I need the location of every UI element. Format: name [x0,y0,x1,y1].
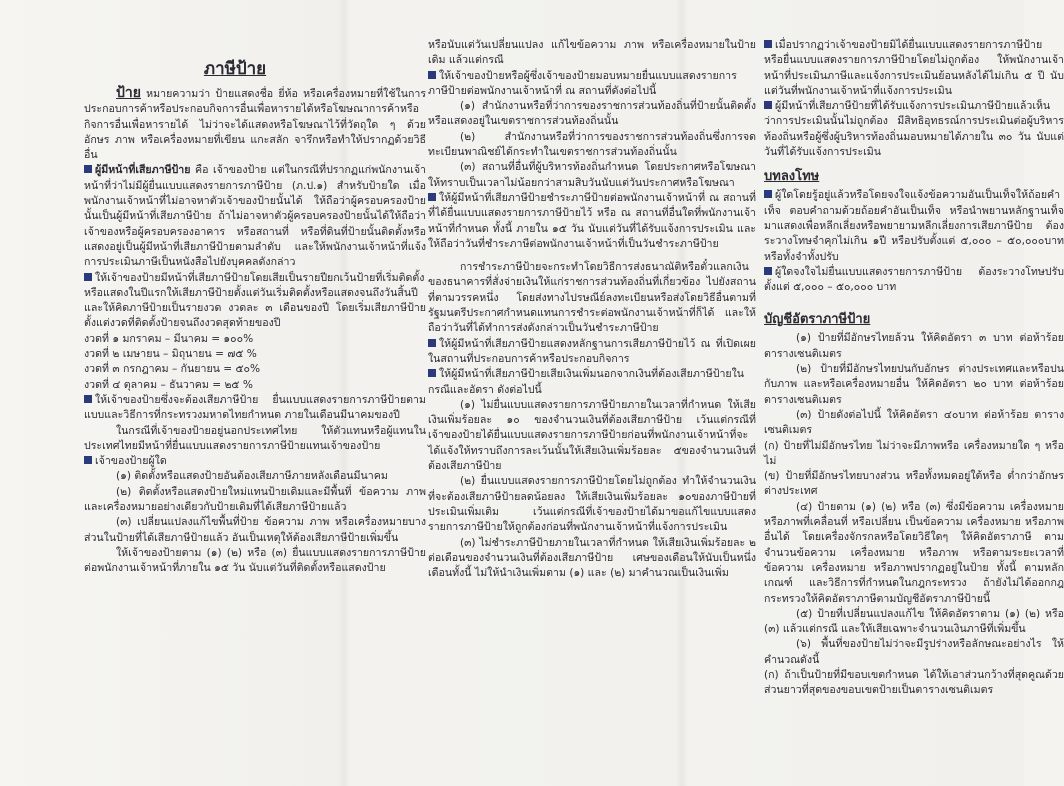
period-item: งวดที่ ๑ มกราคม – มีนาคม = ๑๐๐% [84,332,254,345]
retro-assessment-text: เมื่อปรากฏว่าเจ้าของป้ายมิได้ยื่นแบบแสดงรายการภาษีป้าย หรือยื่นแบบแสดงรายการภาษีป้ายโดยไม่ถูกต้อง ให้พนักงานเจ้าหน้าที่ประเมินภาษีและแจ้งการประเมินย้อนหลังได้ไม่เกิน ๕ ปี นับแต่วันที่พนักงานเจ้าหน้าที่แจ้งการประเมิน [764,39,1064,97]
definition-paragraph [84,86,426,163]
column-middle [428,0,756,786]
retro-assessment-paragraph [764,38,1064,99]
payment-text: ให้ผู้มีหน้าที่เสียภาษีป้ายชำระภาษีป้ายต่อพนักงานเจ้าหน้าที่ ณ สถานที่ที่ได้ยื่นแบบแสดงรายการภาษีป้ายไว้ หรือ ณ สถานที่อื่นใดที่พนักงานเจ้าหน้าที่กำหนด ทั้งนี้ ภายใน ๑๕ วัน นับแต่วันที่ได้รับแจ้งการประเมิน และให้ถือว่าวันที่ชำระภาษีต่อพนักงานเจ้าหน้าที่เป็นวันชำระภาษีป้าย [428,191,756,250]
penalty-text: ผู้ใดโดยรู้อยู่แล้วหรือโดยจงใจแจ้งข้อความอันเป็นเท็จให้ถ้อยคำเท็จ ตอบคำถามด้วยถ้อยคำอันเป็นเท็จ หรือนำพยานหลักฐานเท็จมาแสดงเพื่อหลีกเลี่ยงหรือพยายามหลีกเลี่ยงการเสียภาษีป้าย ต้องระวางโทษจำคุกไม่เกิน ๑ปี หรือปรับตั้งแต่ ๕,๐๐๐ – ๕๐,๐๐๐บาท หรือทั้งจำทั้งปรับ [764,189,1064,263]
display-proof-paragraph [428,337,756,368]
surcharge-item: (๒) ยื่นแบบแสดงรายการภาษีป้ายโดยไม่ถูกต้อง ทำให้จำนวนเงินที่จะต้องเสียภาษีป้ายลดน้อยลง ให้เสียเงินเพิ่มร้อยละ ๑๐ของภาษีป้ายที่ประเมินเพิ่มเติม เว้นแต่กรณีที่เจ้าของป้ายได้มาขอแก้ไขแบบแสดงรายการภาษีป้ายให้ถูกต้องก่อนที่พนักงานเจ้าหน้าที่แจ้งการประเมิน [428,475,756,534]
bullet-square-icon [84,456,92,464]
bullet-square-icon [764,40,772,48]
bullet-square-icon [428,71,436,79]
taxpayer-text: คือ เจ้าของป้าย แต่ในกรณีที่ปรากฏแก่พนักงานเจ้าหน้าที่ว่าไม่มีผู้ยื่นแบบแสดงรายการภาษีป้าย (ภ.ป.๑) สำหรับป้ายใด เมื่อพนักงานเจ้าหน้าที่ไม่อาจหาตัวเจ้าของป้ายนั้นได้ ให้ถือว่าผู้ครอบครองป้ายนั้นเป็นผู้มีหน้าที่เสียภาษีป้าย ถ้าไม่อาจหาตัวผู้ครอบครองป้ายนั้นได้ให้ถือว่าเจ้าของหรือผู้ครอบครองอาคาร หรือสถานที่ หรือที่ดินที่ป้ายนั้นติดตั้งหรือแสดงอยู่เป็นผู้มีหน้าที่เสียภาษีป้ายตามลำดับ และให้พนักงานเจ้าหน้าที่แจ้งการประเมินภาษีเป็นหนังสือไปยังบุคคลดังกล่าว [84,164,426,269]
display-proof-text: ให้ผู้มีหน้าที่เสียภาษีป้ายแสดงหลักฐานการเสียภาษีป้ายไว้ ณ ที่เปิดเผยในสถานที่ประกอบการค้าหรือประกอบกิจการ [428,337,756,365]
rate-item: (๒) ป้ายที่มีอักษรไทยปนกับอักษร ต่างประเทศและหรือปนกับภาพ และหรือเครื่องหมายอื่น ให้คิดอัตรา ๒๐ บาท ต่อห้าร้อย ตารางเซนติเมตร [764,363,1064,406]
taxpayer-heading: ผู้มีหน้าที่เสียภาษีป้าย [95,164,191,177]
appeal-text: ผู้มีหน้าที่เสียภาษีป้ายที่ได้รับแจ้งการประเมินภาษีป้ายแล้วเห็นว่าการประเมินนั้นไม่ถูกต้อง มีสิทธิอุทธรณ์การประเมินต่อผู้บริหารท้องถิ่นหรือผู้ซึ่งผู้บริหารท้องถิ่นมอบหมายได้ภายใน ๓๐ วัน นับแต่วันที่ได้รับแจ้งการประเมิน [764,100,1064,159]
surcharge-item: (๓) ไม่ชำระภาษีป้ายภายในเวลาที่กำหนด ให้เสียเงินเพิ่มร้อยละ ๒ ต่อเดือนของจำนวนเงินที่ต้องเสียภาษีป้าย เศษของเดือนให้นับเป็นหนึ่งเดือนทั้งนี้ ไม่ให้นำเงินเพิ่มตาม (๑) และ (๒) มาคำนวณเป็นเงินเพิ่ม [428,536,756,580]
filing-place-text: ให้เจ้าของป้ายหรือผู้ซึ่งเจ้าของป้ายมอบหมายยื่นแบบแสดงรายการภาษีป้ายต่อพนักงานเจ้าหน้าที่ ณ สถานที่ดังต่อไปนี้ [428,69,737,97]
definition-term: ป้าย [116,85,141,101]
penalty-paragraph [764,188,1064,264]
owner-heading-paragraph [84,454,426,469]
bullet-square-icon [764,190,772,198]
filing-place-item: (๑) สำนักงานหรือที่ว่าการของราชการส่วนท้องถิ่นที่ป้ายนั้นติดตั้งหรือแสดงอยู่ในเขตราชการส่วนท้องถิ่นนั้น [428,100,756,128]
period-item: งวดที่ ๓ กรกฎาคม – กันยายน = ๕๐% [84,363,261,376]
surcharge-item: (๑) ไม่ยื่นแบบแสดงรายการภาษีป้ายภายในเวลาที่กำหนด ให้เสียเงินเพิ่มร้อยละ ๑๐ ของจำนวนเงินที่ต้องเสียภาษีป้าย เว้นแต่กรณีที่เจ้าของป้ายได้ยื่นแบบแสดงรายการภาษีป้ายก่อนที่พนักงานเจ้าหน้าที่จะได้แจ้งให้ทราบถึงการละเว้นนั้นให้เสียเงินเพิ่มร้อยละ ๕ของจำนวนเงินที่ต้องเสียภาษีป้าย [428,398,756,473]
rate-item: (ข) ป้ายที่มีอักษรไทยบางส่วน หรือทั้งหมดอยู่ใต้หรือ ต่ำกว่าอักษรต่างประเทศ [764,470,1064,498]
rate-item: (๑) ป้ายที่มีอักษรไทยล้วน ให้คิดอัตรา ๓ บาท ต่อห้าร้อยตารางเซนติเมตร [764,332,1064,360]
abroad-owner-paragraph: ในกรณีที่เจ้าของป้ายอยู่นอกประเทศไทย ให้ตัวแทนหรือผู้แทนในประเทศไทยมีหน้าที่ยื่นแบบแสดงรายการภาษีป้ายแทนเจ้าของป้าย [84,424,426,452]
bullet-square-icon [764,267,772,275]
appeal-paragraph [764,99,1064,160]
owner-item: (๓) เปลี่ยนแปลงแก้ไขพื้นที่ป้าย ข้อความ ภาพ หรือเครื่องหมายบางส่วนในป้ายที่ได้เสียภาษีป้ายแล้ว อันเป็นเหตุให้ต้องเสียภาษีป้ายเพิ่มขึ้น [84,516,426,544]
continuation-paragraph: หรือนับแต่วันเปลี่ยนแปลง แก้ไขข้อความ ภาพ หรือเครื่องหมายในป้ายเดิม แล้วแต่กรณี [428,39,756,67]
payment-paragraph [428,191,756,252]
filing-rule-text: ให้เจ้าของป้ายซึ่งจะต้องเสียภาษีป้าย ยื่นแบบแสดงรายการภาษีป้ายตามแบบและวิธีการที่กระทรวงมหาดไทยกำหนด ภายในเดือนมีนาคมของปี [84,393,426,422]
filing-rule-paragraph [84,393,426,424]
filing-place-item: (๓) สถานที่อื่นที่ผู้บริหารท้องถิ่นกำหนด โดยประกาศหรือโฆษณาให้ทราบเป็นเวลาไม่น้อยกว่าสามสิบวันนับแต่วันประกาศหรือโฆษณา [428,161,756,189]
page-title: ภาษีป้าย [203,59,267,79]
bullet-square-icon [84,165,92,173]
surcharge-text: ให้ผู้มีหน้าที่เสียภาษีป้ายเสียเงินเพิ่มนอกจากเงินที่ต้องเสียภาษีป้ายในกรณีและอัตรา ดังต่อไปนี้ [428,368,745,396]
bullet-square-icon [764,101,772,109]
surcharge-paragraph [428,367,756,398]
bullet-square-icon [84,395,92,403]
bullet-square-icon [84,273,92,281]
bank-payment-paragraph: การชำระภาษีป้ายจะกระทำโดยวิธีการส่งธนาณัติหรือตั๋วแลกเงินของธนาคารที่สั่งจ่ายเงินให้แก่ราชการส่วนท้องถิ่นที่เกี่ยวข้อง ไปยังสถานที่ตามวรรคหนึ่ง โดยส่งทางไปรษณีย์ลงทะเบียนหรือส่งโดยวิธีอื่นตามที่รัฐมนตรีประกาศกำหนดแทนการชำระต่อพนักงานเจ้าหน้าที่ก็ได้ และให้ถือว่าวันที่ได้ทำการส่งดังกล่าวเป็นวันชำระภาษีป้าย [428,261,756,335]
taxpayer-paragraph [84,163,426,270]
rate-item: (๕) ป้ายที่เปลี่ยนแปลงแก้ไข ให้คิดอัตราตาม (๑) (๒) หรือ (๓) แล้วแต่กรณี และให้เสียเฉพาะจำนวนเงินภาษีที่เพิ่มขึ้น [764,607,1064,636]
annual-rule-paragraph [84,271,426,332]
rate-item: (ก) ถ้าเป็นป้ายที่มีขอบเขตกำหนด ได้ให้เอาส่วนกว้างที่สุดคูณด้วยส่วนยาวที่สุดของขอบเขตป้ายเป็นตารางเซนติเมตร [764,668,1064,697]
filing-place-item: (๒) สำนักงานหรือที่ว่าการของราชการส่วนท้องถิ่นซึ่งการจดทะเบียนพาณิชย์ได้กระทำในเขตราชการส่วนท้องถิ่นนั้น [428,130,756,159]
owner-tail-paragraph: ให้เจ้าของป้ายตาม (๑) (๒) หรือ (๓) ยื่นแบบแสดงรายการภาษีป้ายต่อพนักงานเจ้าหน้าที่ภายใน ๑๕ วัน นับแต่วันที่ติดตั้งหรือแสดงป้าย [84,546,426,575]
period-item: งวดที่ ๔ ตุลาคม – ธันวาคม = ๒๕ % [84,378,253,391]
penalty-text: ผู้ใดจงใจไม่ยื่นแบบแสดงรายการภาษีป้าย ต้องระวางโทษปรับตั้งแต่ ๕,๐๐๐ – ๕๐,๐๐๐ บาท [764,265,1064,294]
filing-place-paragraph [428,69,756,100]
bullet-square-icon [428,369,436,377]
owner-item: (๒) ติดตั้งหรือแสดงป้ายใหม่แทนป้ายเดิมและมีพื้นที่ ข้อความ ภาพ และเครื่องหมายอย่างเดียวกับป้ายเดิมที่ได้เสียภาษีป้ายแล้ว [84,485,426,514]
rate-item: (๖) พื้นที่ของป้ายไม่ว่าจะมีรูปร่างหรือลักษณะอย่างไร ให้คำนวณดังนี้ [764,638,1064,666]
period-list [84,332,426,393]
rates-heading: บัญชีอัตราภาษีป้าย [764,312,871,328]
penalty-paragraph [764,265,1064,296]
penalty-heading: บทลงโทษ [764,169,820,185]
definition-text: หมายความว่า ป้ายแสดงชื่อ ยี่ห้อ หรือเครื่องหมายที่ใช้ในการประกอบการค้าหรือประกอบกิจการอื่นเพื่อหารายได้หรือโฆษณาการค้าหรือกิจการอื่นเพื่อหารายได้ ไม่ว่าจะได้แสดงหรือโฆษณาไว้ที่วัตถุใด ๆ ด้วยอักษร ภาพ หรือเครื่องหมายที่เขียน แกะสลัก จารึกหรือทำให้ปรากฏด้วยวิธีอื่น [84,88,427,162]
rate-item: (๔) ป้ายตาม (๑) (๒) หรือ (๓) ซึ่งมีข้อความ เครื่องหมาย หรือภาพที่เคลื่อนที่ หรือเปลี่ยน เป็นข้อความ เครื่องหมาย หรือภาพอื่นได้ โดยเครื่องจักรกลหรือโดยวิธีใดๆ ให้คิดอัตราภาษี ตามจำนวนข้อความ เครื่องหมาย หรือภาพ หรือตามระยะเวลาที่ข้อความ เครื่องหมาย หรือภาพปรากฏอยู่ในป้าย ทั้งนี้ ตามหลักเกณฑ์ และวิธีการที่กำหนดในกฎกระทรวง ถ้ายังไม่ได้ออกกฎกระทรวงให้คิดอัตราภาษีตามบัญชีอัตราภาษีป้ายนี้ [764,500,1064,605]
bullet-square-icon [428,193,436,201]
column-right [764,0,1064,786]
rate-item: (๓) ป้ายดังต่อไปนี้ ให้คิดอัตรา ๔๐บาท ต่อห้าร้อย ตารางเซนติเมตร [764,408,1064,437]
annual-rule-text: ให้เจ้าของป้ายมีหน้าที่เสียภาษีป้ายโดยเสียเป็นรายปียกเว้นป้ายที่เริ่มติดตั้งหรือแสดงในปีแรกให้เสียภาษีป้ายตั้งแต่วันเริ่มติดตั้งหรือแสดงจนถึงวันสิ้นปี และให้คิดภาษีป้ายเป็นรายงวด งวดละ ๓ เดือนของปี โดยเริ่มเสียภาษีป้ายตั้งแต่งวดที่ติดตั้งป้ายจนถึงงวดสุดท้ายของปี [84,271,426,330]
rate-item: (ก) ป้ายที่ไม่มีอักษรไทย ไม่ว่าจะมีภาพหรือ เครื่องหมายใด ๆ หรือไม่ [764,439,1064,467]
owner-item: (๑) ติดตั้งหรือแสดงป้ายอันต้องเสียภาษีภายหลังเดือนมีนาคม [116,470,388,483]
owner-heading: เจ้าของป้ายผู้ใด [95,455,167,468]
bullet-square-icon [428,339,436,347]
period-item: งวดที่ ๒ เมษายน – มิถุนายน = ๗๕ % [84,348,257,361]
column-left [84,0,426,786]
